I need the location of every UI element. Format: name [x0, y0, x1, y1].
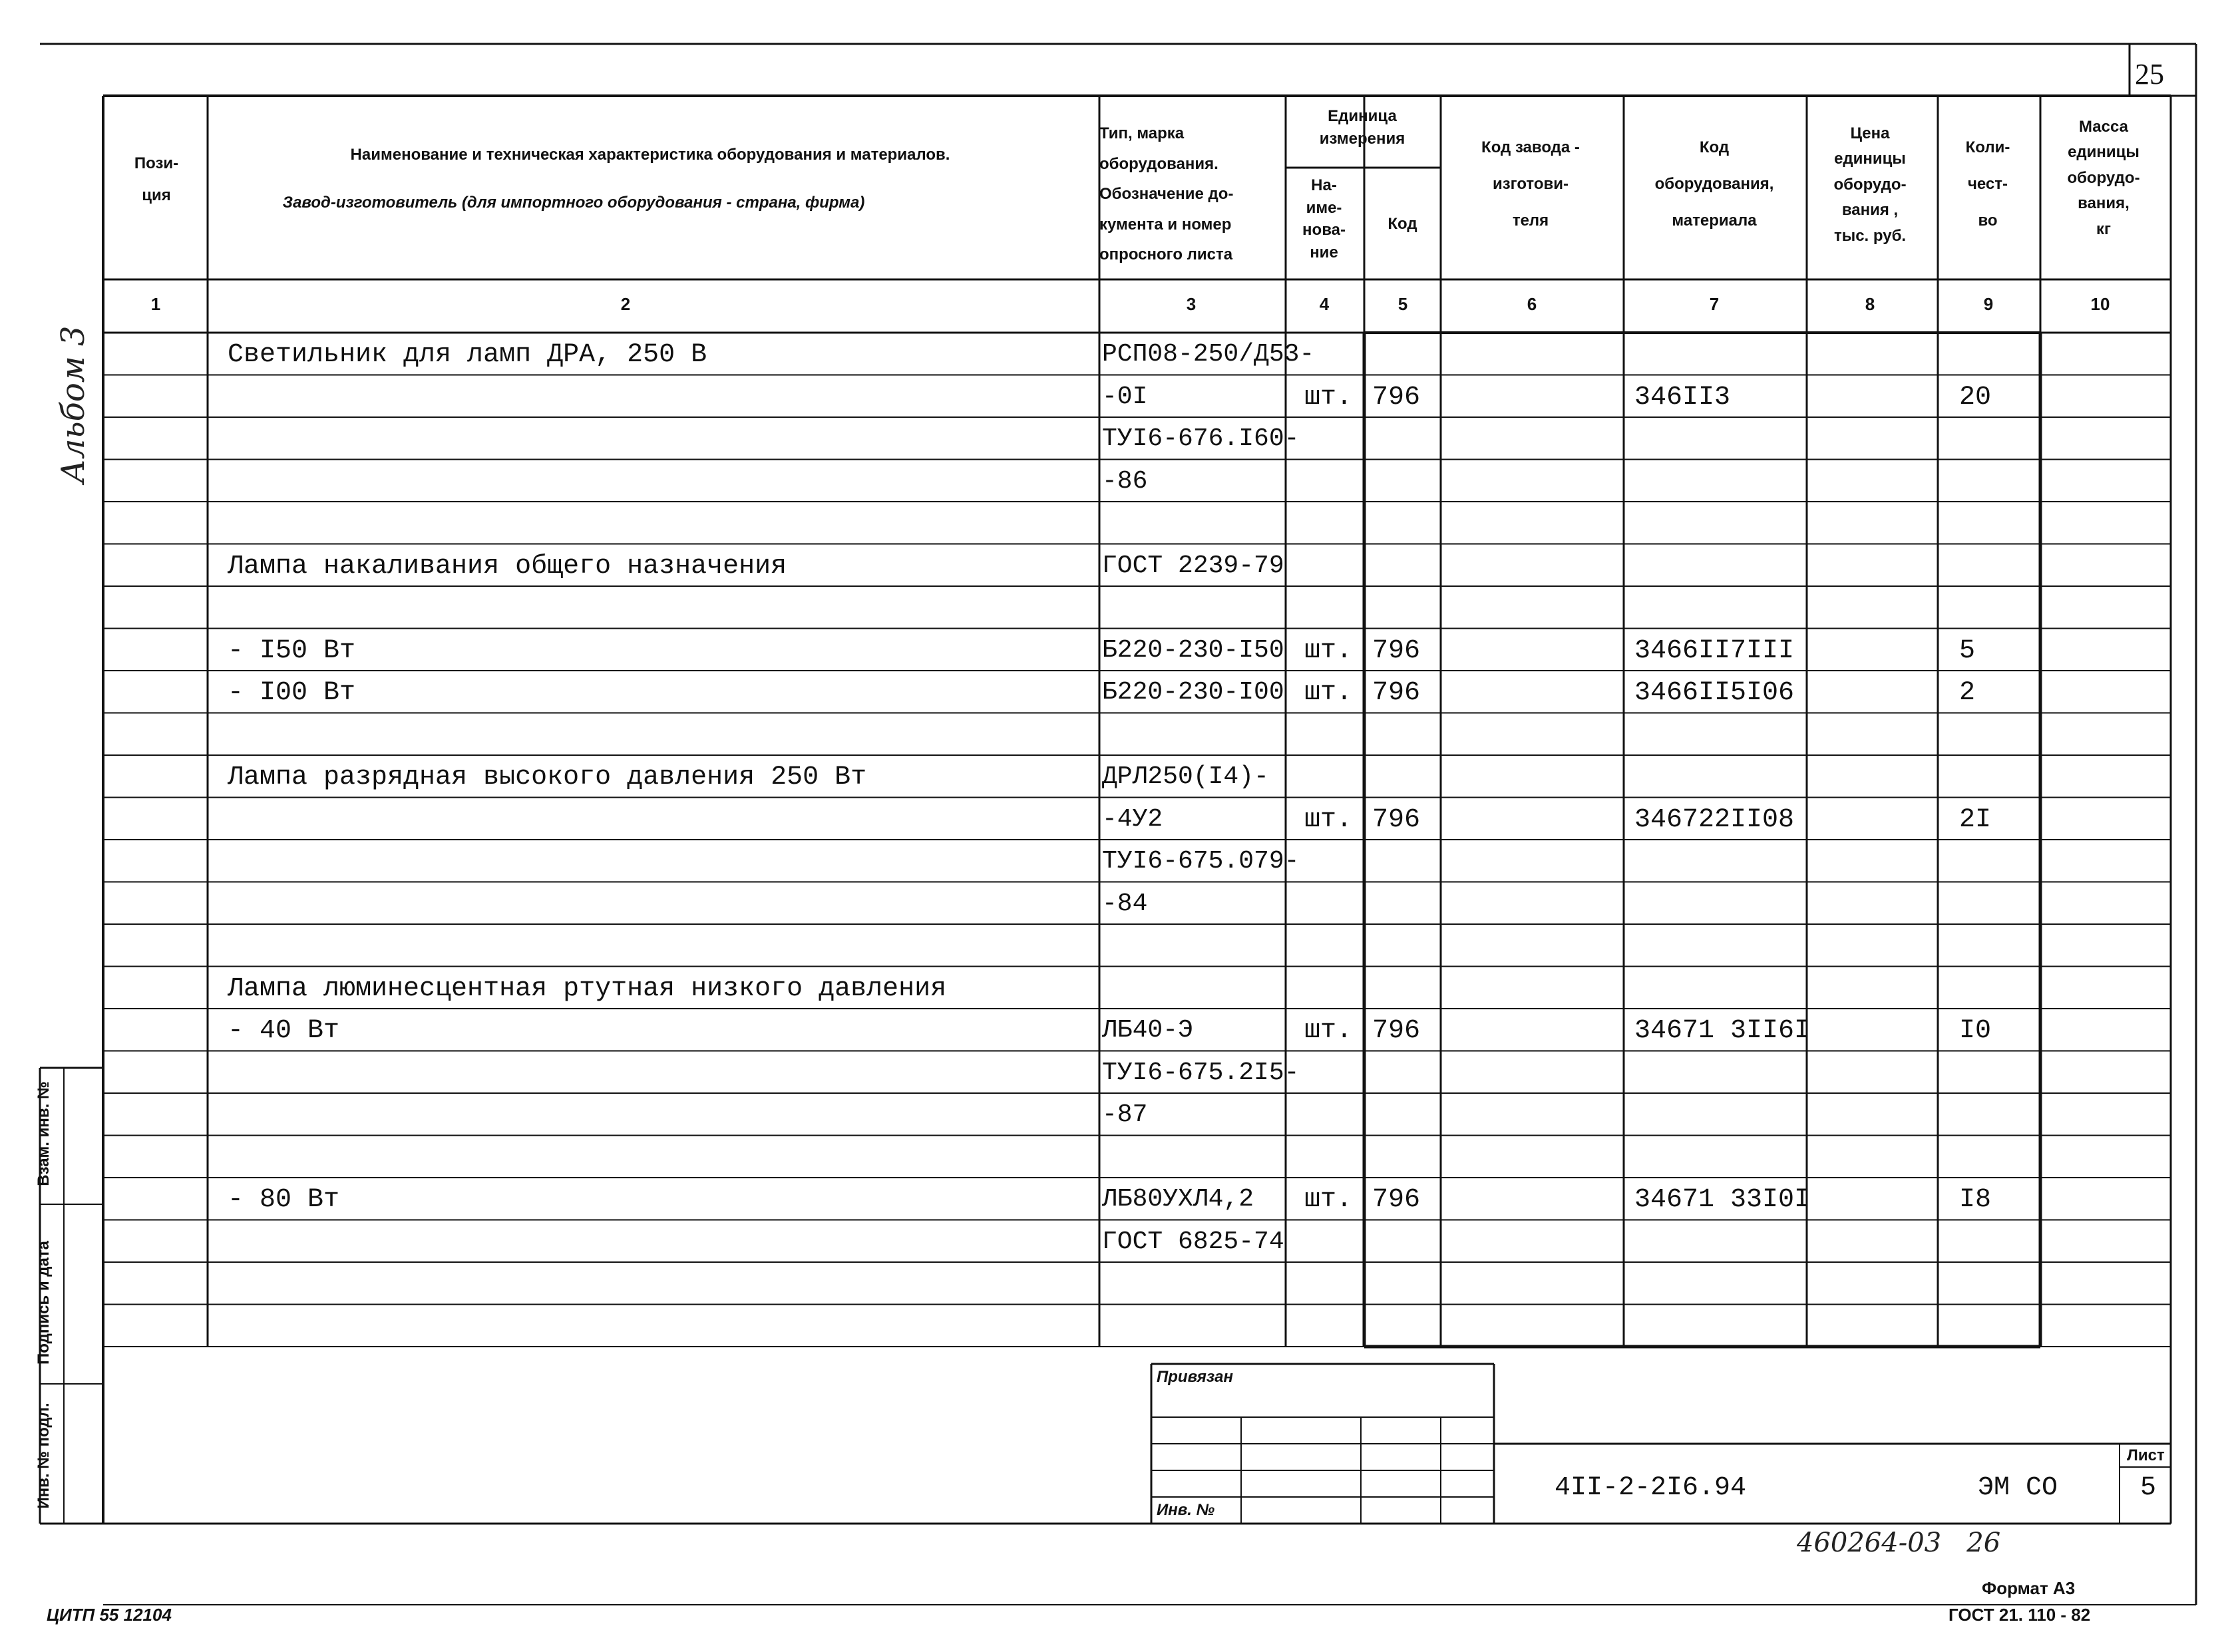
row-unit-name: шт.: [1304, 678, 1353, 708]
row-equipment-code: 3466II5I06: [1634, 678, 1795, 708]
row-type: ЛБ40-Э: [1102, 1016, 1193, 1045]
header-quantity: Коли- чест- во: [1965, 138, 2010, 230]
column-number-3: 3: [1186, 294, 1197, 314]
row-unit-name: шт.: [1304, 1016, 1353, 1046]
header-mass: Масса единицы оборудо- вания, кг: [2067, 118, 2140, 238]
stamp-inventory-label: Инв. №: [1157, 1501, 1215, 1519]
row-name: - I50 Вт: [228, 635, 356, 666]
row-name: - I00 Вт: [228, 678, 356, 708]
row-name: Лампа разрядная высокого давления 250 Вт: [228, 762, 867, 792]
footer-format: Формат А3: [1982, 1578, 2076, 1598]
row-quantity: 5: [1959, 635, 1976, 666]
sheet-number: 25: [2135, 58, 2164, 90]
document-suffix: ЭМ СО: [1978, 1473, 2058, 1503]
row-unit-code: 796: [1372, 678, 1421, 708]
row-equipment-code: 3466II7III: [1634, 635, 1795, 666]
row-type: -87: [1102, 1100, 1148, 1129]
row-equipment-code: 346II3: [1634, 382, 1731, 413]
header-name-line1: Наименование и техническая характеристика оборудования и материалов.: [350, 146, 950, 164]
header-type: Тип, марка оборудования. Обозначение до- кумента и номер опросного листа: [1099, 124, 1234, 264]
row-unit-code: 796: [1372, 804, 1421, 835]
side-label-original-inventory: Инв. № подл.: [35, 1403, 53, 1509]
header-unit-name: На- име- нова- ние: [1302, 176, 1346, 261]
header-position: Пози- ция: [134, 154, 179, 204]
row-type: ТУI6-675.079-: [1102, 847, 1300, 876]
stamp-attached-label: Привязан: [1157, 1368, 1233, 1386]
row-name: Лампа люминесцентная ртутная низкого давления: [228, 973, 947, 1004]
column-number-1: 1: [150, 294, 161, 314]
column-number-4: 4: [1319, 294, 1330, 314]
row-type: Б220-230-I50: [1102, 635, 1284, 665]
row-name: - 80 Вт: [228, 1185, 340, 1215]
header-equipment-code: Код оборудования, материала: [1654, 138, 1774, 230]
row-type: ЛБ80УХЛ4,2: [1102, 1185, 1254, 1214]
row-unit-name: шт.: [1304, 804, 1353, 835]
row-quantity: I8: [1959, 1185, 1992, 1215]
row-equipment-code: 346722II08: [1634, 804, 1795, 835]
column-number-5: 5: [1397, 294, 1408, 314]
row-equipment-code: 34671 3II6I: [1634, 1016, 1811, 1046]
row-unit-name: шт.: [1304, 635, 1353, 666]
row-quantity: 2: [1959, 678, 1976, 708]
header-unit-group: Единица измерения: [1319, 107, 1405, 148]
header-factory-code: Код завода - изготови- теля: [1481, 138, 1580, 230]
header-name-line2: Завод-изготовитель (для импортного оборудования - страна, фирма): [282, 194, 865, 212]
footer-left-code: ЦИТП 55 12104: [47, 1605, 172, 1625]
column-number-9: 9: [1983, 294, 1994, 314]
header-unit-code: Код: [1388, 215, 1417, 233]
column-number-6: 6: [1527, 294, 1537, 314]
document-code: 4II-2-2I6.94: [1555, 1473, 1747, 1503]
row-type: ДРЛ250(I4)-: [1102, 762, 1269, 791]
column-number-8: 8: [1865, 294, 1875, 314]
handwritten-number: 460264-03 26: [1797, 1528, 2001, 1558]
column-number-10: 10: [2090, 294, 2110, 314]
row-type: ТУI6-675.2I5-: [1102, 1058, 1300, 1087]
row-unit-code: 796: [1372, 635, 1421, 666]
row-type: ГОСТ 6825-74: [1102, 1227, 1284, 1256]
margin-note: Альбом 3: [55, 325, 92, 484]
row-type: -86: [1102, 466, 1148, 496]
row-type: ГОСТ 2239-79: [1102, 551, 1284, 580]
list-number: 5: [2140, 1473, 2157, 1503]
row-equipment-code: 34671 33I0I: [1634, 1185, 1811, 1215]
row-quantity: 2I: [1959, 804, 1992, 835]
side-label-replacement-inventory: Взам. инв. №: [35, 1081, 53, 1186]
row-name: Лампа накаливания общего назначения: [228, 551, 787, 581]
row-name: - 40 Вт: [228, 1016, 340, 1046]
column-number-7: 7: [1709, 294, 1720, 314]
row-type: Б220-230-I00: [1102, 678, 1284, 707]
row-unit-name: шт.: [1304, 382, 1353, 413]
row-unit-code: 796: [1372, 382, 1421, 413]
row-type: -4У2: [1102, 804, 1163, 834]
row-unit-code: 796: [1372, 1016, 1421, 1046]
header-price: Цена единицы оборудо- вания , тыс. руб.: [1833, 124, 1907, 245]
list-label: Лист: [2127, 1446, 2165, 1464]
row-type: РСП08-250/Д53-: [1102, 340, 1315, 369]
row-type: -84: [1102, 889, 1148, 918]
row-unit-code: 796: [1372, 1185, 1421, 1215]
row-quantity: I0: [1959, 1016, 1992, 1046]
row-type: -0I: [1102, 382, 1148, 411]
row-name: Светильник для ламп ДРА, 250 В: [228, 340, 707, 370]
footer-gost: ГОСТ 21. 110 - 82: [1949, 1605, 2091, 1625]
side-label-signature-date: Подпись и дата: [35, 1241, 53, 1365]
row-quantity: 20: [1959, 382, 1992, 413]
row-unit-name: шт.: [1304, 1185, 1353, 1215]
column-number-2: 2: [620, 294, 631, 314]
row-type: ТУI6-676.I60-: [1102, 424, 1300, 453]
